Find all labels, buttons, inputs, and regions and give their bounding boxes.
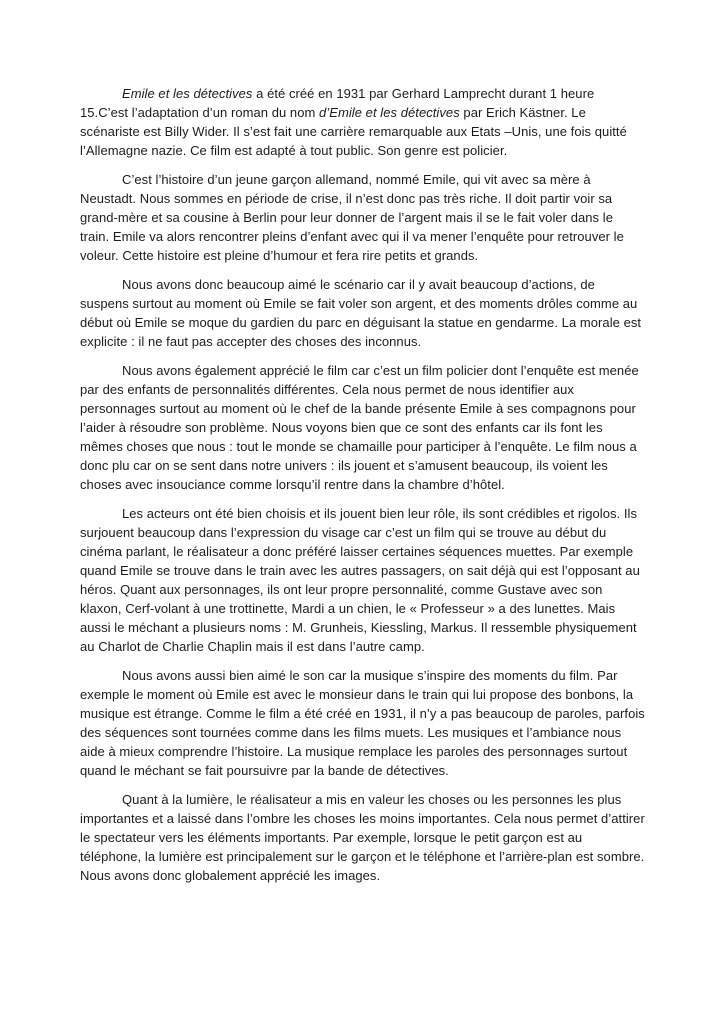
paragraph-story: C’est l’histoire d’un jeune garçon allemand, nommé Emile, qui vit avec sa mère à Neustadt. Nous sommes en période de crise, il n’est donc pas très riche. Il doit partir voir sa grand-mère et sa cousine à Berlin pour leur donner de l’argent mais il se le fait voler dans le train. Emile va alors rencontrer pleins d’enfant avec qui il va mener l’enquête pour retrouver le voleur. Cette histoire est pleine d’humour et fera rire petits et grands.	[80, 172, 624, 263]
paragraph-light: Quant à la lumière, le réalisateur a mis en valeur les choses ou les personnes les plus importantes et a laissé dans l’ombre les choses les moins importantes. Cela nous permet d’attirer le spectateur vers les éléments importants. Par exemple, lorsque le petit garçon est au téléphone, la lumière est principalement sur le garçon et le téléphone et l’arrière-plan est sombre. Nous avons donc globalement apprécié les images.	[80, 792, 645, 883]
paragraph-scenario: Nous avons donc beaucoup aimé le scénario car il y avait beaucoup d’actions, de suspens surtout au moment où Emile se fait voler son argent, et des moments drôles comme au début où Emile se moque du gardien du parc en déguisant la statue en gendarme. La morale est explicite : il ne faut pas accepter des choses des inconnus.	[80, 277, 642, 349]
paragraph-sound: Nous avons aussi bien aimé le son car la musique s’inspire des moments du film. Par exemple le moment où Emile est avec le monsieur dans le train qui lui propose des bonbons, la musique est étrange. Comme le film a été créé en 1931, il n’y a pas beaucoup de paroles, parfois des séquences sont tournées comme dans les films muets. Les musiques et l’ambiance nous aide à mieux comprendre l’histoire. La musique remplace les paroles des personnages surtout quand le méchant se fait poursuivre par la bande de détectives.	[80, 668, 645, 778]
paragraph-intro-text-2: par Erich Kästner. Le scénariste est Billy Wider. Il s’est fait une carrière remarquable aux Etats –Unis, une fois quitté l’Allemagne nazie. Ce film est adapté à tout public. Son genre est policier.	[80, 105, 627, 158]
paragraph-intro-text-1: a été créé en 1931 par Gerhard Lamprecht durant 1 heure 15.C’est l’adaptation d’un roman du nom	[80, 86, 595, 120]
paragraph-characters-identification: Nous avons également apprécié le film car c’est un film policier dont l’enquête est menée par des enfants de personnalités différentes. Cela nous permet de nous identifier aux personnages surtout au moment où le chef de la bande présente Emile à ses compagnons pour l’aider à résoudre son problème. Nous voyons bien que ce sont des enfants car ils font les mêmes choses que nous : tout le monde se chamaille pour participer à l’enquête. Le film nous a donc plu car on se sent dans notre univers : ils jouent et s’amusent beaucoup, ils voient les choses avec insouciance comme lorsqu’il rentre dans la chambre d’hôtel.	[80, 363, 639, 492]
film-title-italic: Emile et les détectives	[122, 86, 253, 101]
paragraph-intro	[80, 84, 645, 160]
novel-title-italic: d’Emile et les détectives	[319, 105, 460, 120]
paragraph-actors: Les acteurs ont été bien choisis et ils jouent bien leur rôle, ils sont crédibles et rigolos. Ils surjouent beaucoup dans l’expression du visage car c’est un film qui se trouve au début du cinéma parlant, le réalisateur a donc préféré laisser certaines séquences muettes. Par exemple quand Emile se trouve dans le train avec les autres passagers, on sait déjà qui est l’opposant au héros. Quant aux personnages, ils ont leur propre personnalité, comme Gustave avec son klaxon, Cerf-volant à une trottinette, Mardi a un chien, le « Professeur » a des lunettes. Mais aussi le méchant a plusieurs noms : M. Grunheis, Kiessling, Markus. Il ressemble physiquement au Charlot de Charlie Chaplin mais il est dans l’autre camp.	[80, 506, 640, 654]
